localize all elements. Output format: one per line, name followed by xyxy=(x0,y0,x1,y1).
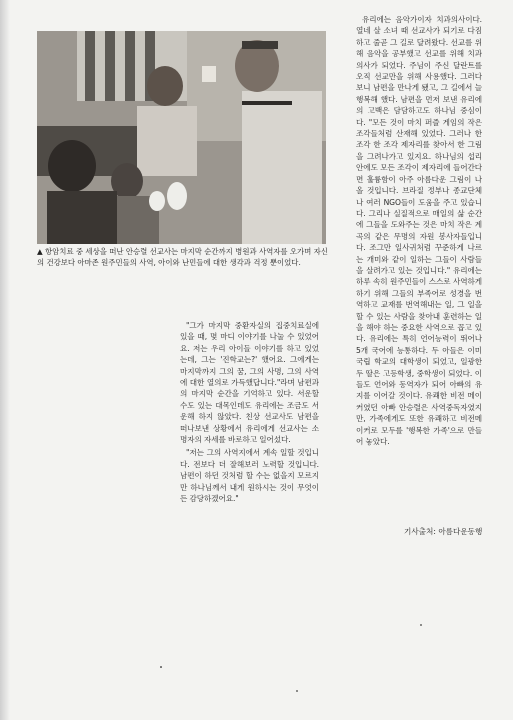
print-speck xyxy=(296,690,298,692)
article-source: 기사출처: 아름다운동행 xyxy=(404,527,483,536)
paragraph: 유리에는 음악가이자 치과의사이다. 열네 살 소녀 때 선교사가 되기로 다짐하고 줄곧 그 길로 달려왔다. 선교를 위해 음악을 공부했고 선교를 위해 치과의사가 되었다. 주님이 주신 달란트를 오직 선교만을 위해 사용했다. 그러다보니 남편을 만나게 됐고, 그 길에서 늘 행복해 했다. 남편을 먼저 보낸 유리에의 고백은 담담하고도 하나님 중심이다. "모든 것이 마치 퍼즐 게임의 작은 조각들처럼 산재해 있었다. 그러나 한 조각 한 조각 제자리를 찾아서 한 그림을 그려나가고 있지요. 하나님의 섭리 안에도 모든 조각이 제자리에 들어간다면 훌륭함이 아주 아름다운 그림이 나올 것입니다. 브라질 정부나 종교단체나 여러 NGO들이 도움을 주고 있습니다. 그리나 실질적으로 매일의 삶 순간에 그들을 도와주는 것은 마치 작은 계곡의 같은 무명의 자원 봉사자들입니다. 조그만 일사귀처럼 꾸준하게 나르는 개미와 같이 일하는 그들이 사람들을 살려가고 있는 것입니다." 유리에는 하루 속히 원주민들이 스스로 사역하게 하기 위해 그들의 부족어로 성경을 번역하고 교재를 번역해내는 일, 그 일을 할 수 있는 사람을 찾아내 훈련하는 일을 해야 하는 중요한 사역으로 꼽고 있다. 유리에는 특히 언어능력이 뛰어나 5개 국어에 능통하다. 두 아들은 이미 국립 학교의 대학생이 되었고, 일광한 두 딸은 고등학생, 중학생이 되었다. 이들도 언어와 동역자가 되어 아빠의 유지를 이어갈 것이다. 유쾌한 비전 메이커였던 아빠 안승렬은 사역중독자였지만, 가족에게도 또한 유쾌하고 비전메이커로 모두를 '행복한 가족'으로 만들어 놓았다. xyxy=(356,15,482,447)
print-speck xyxy=(160,666,162,668)
article-photo xyxy=(37,31,326,244)
photo-caption: ▲ 항암치료 중 세상을 떠난 안승렬 선교사는 마지막 순간까지 병원과 사역자를 오가며 자신의 건강보다 아마존 원주민들의 사역, 아이와 난민들에 대한 생각과 걱정 뿐이었다. xyxy=(37,247,328,267)
paragraph: "그가 마지막 중환자실의 집중치료실에 있을 때, 몇 마디 이야기를 나눌 수 있었어요. 저는 우리 아이들 이야기를 하고 있었는데, 그는 '진학교는?' 했어요. 그에게는 마지막까지 그의 꿈, 그의 사명, 그의 사역에 대한 열의로 가득했답니다."라며 남편과의 마지막 순간을 기억하고 있다. 서운할 수도 있는 대목인데도 유리에는 조금도 서운해 하지 않았다. 친상 선교사도 남편을 떠나보낸 상황에서 유리에게 선교사는 소명자의 자세를 바로하고 일어섰다. xyxy=(180,321,319,445)
page-shadow-edge xyxy=(0,0,10,720)
article-column-right xyxy=(356,14,482,449)
print-speck xyxy=(420,624,422,626)
paragraph: "저는 그의 사역지에서 계속 일할 것입니다. 전보다 더 잘해보러 노력할 것입니다. 남편이 하던 것처럼 할 수는 없을지 모르지만 하나님께서 내게 원하시는 것이 무엇이든 감당하겠어요." xyxy=(180,448,319,504)
article-column-middle xyxy=(180,320,319,507)
